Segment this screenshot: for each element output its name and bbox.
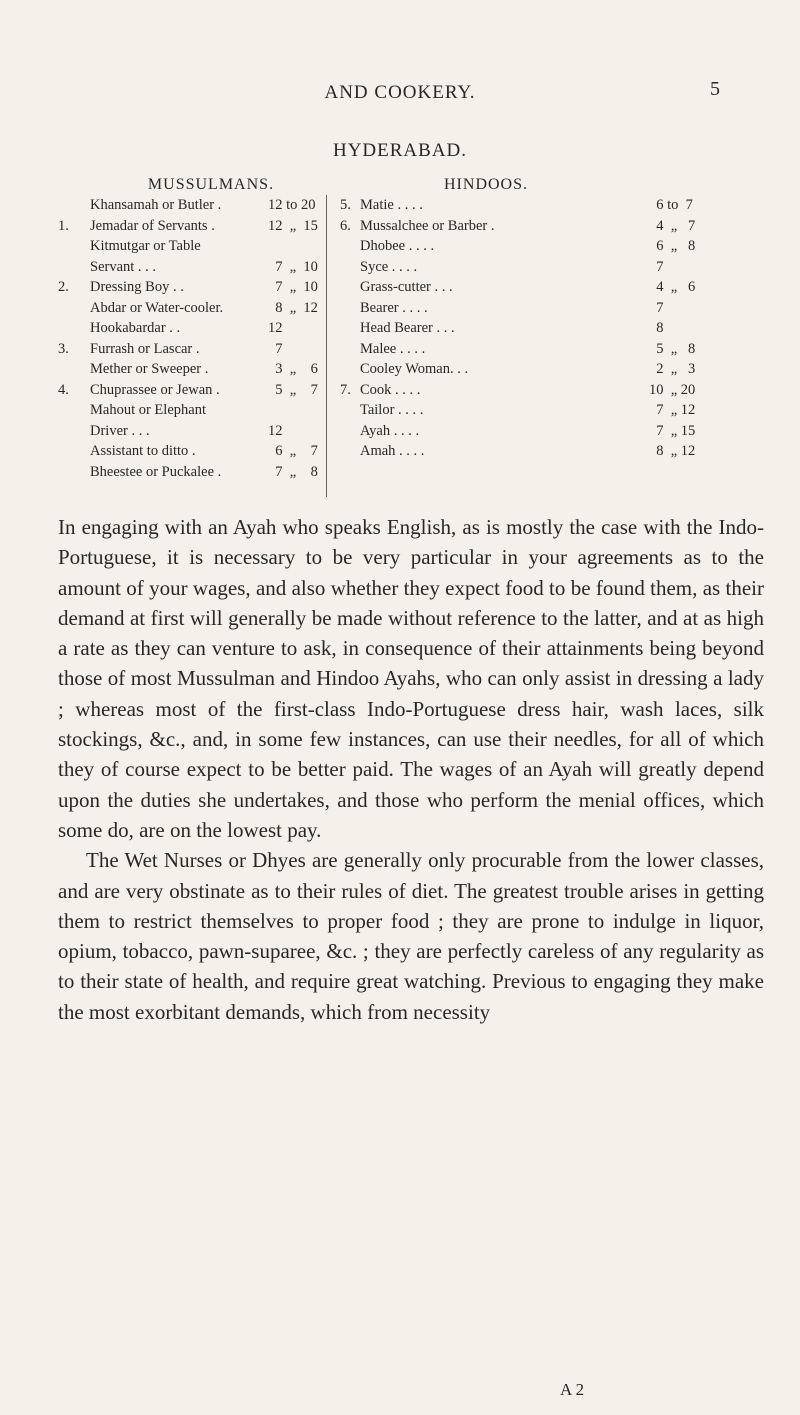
wage-rate: 8 xyxy=(649,320,664,336)
page-number: 5 xyxy=(710,78,720,100)
mussulmans-row xyxy=(58,195,322,216)
wage-rate: 6 „ 8 xyxy=(649,238,696,254)
servant-label: Amah . . . . xyxy=(360,443,425,459)
hindoos-row xyxy=(332,257,732,278)
row-number: 6. xyxy=(340,217,351,234)
wage-rate: 7 xyxy=(649,299,664,316)
servant-label: Jemadar of Servants . xyxy=(90,217,215,234)
servant-label: Head Bearer . . . xyxy=(360,320,455,336)
wage-rate: 7 „ 8 xyxy=(268,463,318,480)
paragraph-wet-nurses: The Wet Nurses or Dhyes are generally only procurable from the lower classes, and are very obstinate as to their rules of diet. The greatest trouble arises in getting them to restrict themselves to proper food ; they are prone to indulge in liquor, opium, tobacco, pawn-suparee, &c. ; they are perfectly careless of any regularity as to their state of health, and require great watching. Previous to engaging they make the most exorbitant demands, which from necessity xyxy=(58,848,764,1024)
servant-label: Mussalchee or Barber . xyxy=(360,217,495,234)
mussulmans-row xyxy=(58,216,322,237)
servant-label: Bearer . . . . xyxy=(360,299,428,316)
wage-rate: 3 „ 6 xyxy=(268,361,318,377)
servant-label: Matie . . . . xyxy=(360,197,423,213)
wage-rate: 12 „ 15 xyxy=(268,217,318,234)
hindoos-row xyxy=(332,400,732,421)
mussulmans-row xyxy=(58,462,322,483)
mussulmans-row xyxy=(58,380,322,401)
hindoos-row xyxy=(332,195,732,216)
wage-rate: 5 „ 8 xyxy=(649,340,696,357)
mussulmans-row xyxy=(58,359,322,380)
wage-rate: 2 „ 3 xyxy=(649,361,696,377)
servant-label: Servant . . . xyxy=(90,258,157,275)
wage-rate: 10 „ 20 xyxy=(649,381,696,398)
row-number: 3. xyxy=(58,340,69,357)
hindoos-row xyxy=(332,216,732,237)
wage-rate: 6 to 7 xyxy=(649,197,693,213)
servant-label: Kitmutgar or Table xyxy=(90,238,201,254)
row-number: 2. xyxy=(58,279,69,295)
servant-label: Dressing Boy . . xyxy=(90,279,184,295)
mussulmans-row xyxy=(58,257,322,278)
section-title: HYDERABAD. xyxy=(332,140,468,161)
servant-label: Tailor . . . . xyxy=(360,402,424,418)
wage-rate: 12 to 20 xyxy=(268,197,316,213)
running-title: AND COOKERY. xyxy=(324,82,476,103)
hindoos-row xyxy=(332,277,732,298)
mussulmans-heading: MUSSULMANS. xyxy=(147,176,275,193)
hindoos-row xyxy=(332,421,732,442)
row-number: 1. xyxy=(58,217,69,234)
servant-label: Malee . . . . xyxy=(360,340,426,357)
servant-label: Mahout or Elephant xyxy=(90,402,206,418)
servant-label: Bheestee or Puckalee . xyxy=(90,463,222,480)
wage-rate: 7 „ 10 xyxy=(268,258,318,275)
servant-label: Cooley Woman. . . xyxy=(360,361,469,377)
mussulmans-row xyxy=(58,318,322,339)
wage-rate: 4 „ 6 xyxy=(649,279,696,295)
column-divider xyxy=(326,195,327,497)
mussulmans-row xyxy=(58,298,322,319)
mussulmans-row xyxy=(58,400,322,421)
hindoos-row xyxy=(332,359,732,380)
wage-rate: 6 „ 7 xyxy=(268,443,318,459)
servant-label: Hookabardar . . xyxy=(90,320,181,336)
hindoos-row xyxy=(332,236,732,257)
signature-mark: A 2 xyxy=(560,1380,585,1399)
servant-label: Dhobee . . . . xyxy=(360,238,435,254)
wage-rate: 8 „ 12 xyxy=(649,443,696,459)
wage-rate: 7 xyxy=(268,340,283,357)
hindoos-row xyxy=(332,441,732,462)
hindoos-row xyxy=(332,318,732,339)
wage-rate: 4 „ 7 xyxy=(649,217,696,234)
hindoos-row xyxy=(332,339,732,360)
wage-rate: 7 „ 12 xyxy=(649,402,696,418)
row-number: 7. xyxy=(340,381,351,398)
servant-label: Furrash or Lascar . xyxy=(90,340,200,357)
servant-label: Syce . . . . xyxy=(360,258,418,275)
hindoos-heading: HINDOOS. xyxy=(444,176,528,193)
body-text xyxy=(58,512,764,1027)
servant-label: Abdar or Water-cooler. xyxy=(90,299,224,316)
hindoos-row xyxy=(332,298,732,319)
paragraph-ayah: In engaging with an Ayah who speaks English, as is mostly the case with the Indo-Portuguese, it is necessary to be very particular in your agreements as to the amount of your wages, and also whether they expect food to be found them, as their demand at first will generally be made without reference to the latter, and at as high a rate as they can venture to ask, in consequence of their attainments being beyond those of most Mussulman and Hindoo Ayahs, who can only assist in dressing a lady ; whereas most of the first-class Indo-Portuguese dress hair, wash laces, silk stockings, &c., and, in some few instances, can use their needles, for all of which they of course expect to be better paid. The wages of an Ayah will greatly depend upon the duties she undertakes, and those who perform the menial offices, which some do, are on the lowest pay. xyxy=(58,515,764,842)
mussulmans-row xyxy=(58,236,322,257)
wage-rate: 7 „ 15 xyxy=(649,422,696,439)
wage-rate: 12 xyxy=(268,422,283,439)
wage-rate: 8 „ 12 xyxy=(268,299,318,316)
mussulmans-row xyxy=(58,441,322,462)
servant-label: Grass-cutter . . . xyxy=(360,279,453,295)
mussulmans-wage-table xyxy=(58,195,322,482)
servant-label: Assistant to ditto . xyxy=(90,443,196,459)
wage-rate: 5 „ 7 xyxy=(268,381,318,398)
mussulmans-row xyxy=(58,277,322,298)
servant-label: Chuprassee or Jewan . xyxy=(90,381,220,398)
wage-rate: 7 „ 10 xyxy=(268,279,318,295)
servant-label: Ayah . . . . xyxy=(360,422,420,439)
row-number: 5. xyxy=(340,197,351,213)
mussulmans-row xyxy=(58,339,322,360)
mussulmans-row xyxy=(58,421,322,442)
servant-label: Mether or Sweeper . xyxy=(90,361,209,377)
wage-rate: 12 xyxy=(268,320,283,336)
servant-label: Khansamah or Butler . xyxy=(90,197,222,213)
hindoos-row xyxy=(332,380,732,401)
row-number: 4. xyxy=(58,381,69,398)
hindoos-wage-table xyxy=(332,195,732,462)
wage-rate: 7 xyxy=(649,258,664,275)
servant-label: Cook . . . . xyxy=(360,381,421,398)
servant-label: Driver . . . xyxy=(90,422,150,439)
